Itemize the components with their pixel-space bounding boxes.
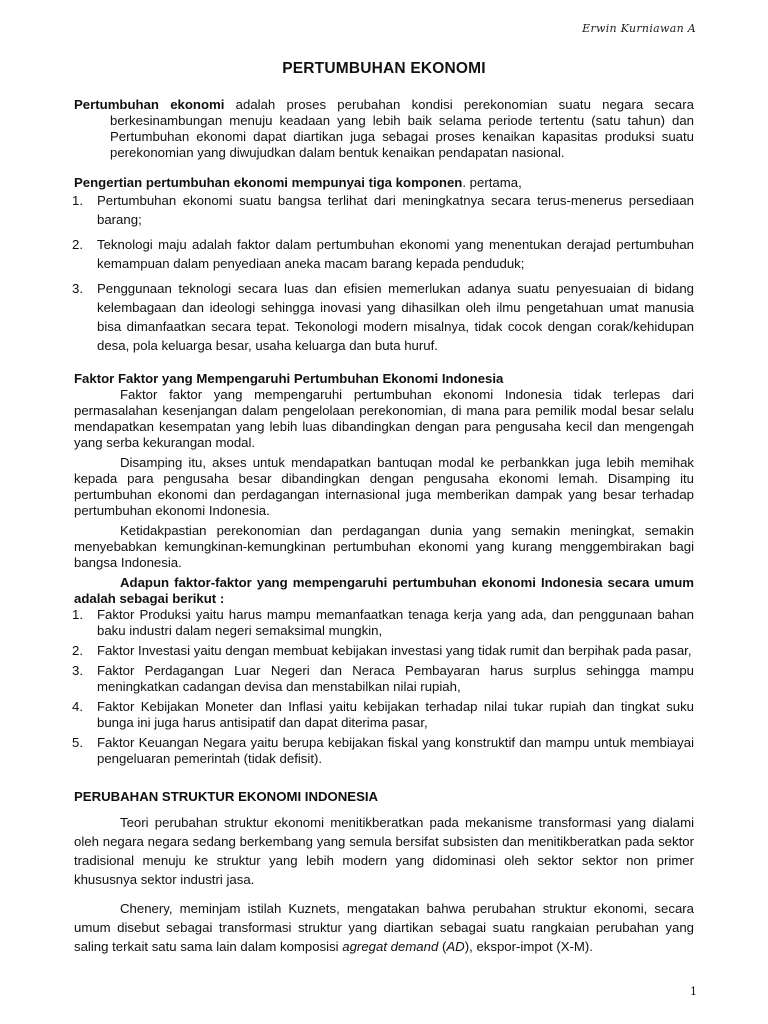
factors-paragraph-3: Ketidakpastian perekonomian dan perdagangan dunia yang semakin meningkat, semakin menyebabkan kemungkinan-kemungkinan pertumbuhan ekonomi yang kurang menggembirakan bagi bangsa Indonesia. <box>74 523 694 570</box>
structure-p2-em-1: agregat demand <box>342 939 439 954</box>
list-item-number: 2. <box>72 237 83 252</box>
structure-paragraph-1: Teori perubahan struktur ekonomi menitikberatkan pada mekanisme transformasi yang dialami oleh negara negara sedang berkembang yang semula bersifat subsisten dan menitikberatkan pada sektor tradisional menuju ke struktur yang lebih modern yang didominasi oleh sektor sektor non primer khususnya sektor industri jasa. <box>74 815 694 887</box>
list-item-number: 1. <box>72 193 83 208</box>
intro-term: Pertumbuhan ekonomi <box>74 97 225 112</box>
list-item-text: Faktor Produksi yaitu harus mampu memanfaatkan tenaga kerja yang ada, dan penggunaan bahan baku industri dalam negeri semaksimal mungkin, <box>97 607 694 638</box>
factors-paragraph-4: Adapun faktor-faktor yang mempengaruhi pertumbuhan ekonomi Indonesia secara umum adalah sebagai berikut : <box>74 575 694 606</box>
list-item <box>74 663 694 695</box>
list-item-number: 1. <box>72 607 83 622</box>
list-item-text: Penggunaan teknologi secara luas dan efisien memerlukan adanya suatu penyesuaian di bidang kelembagaan dan ideologi sehingga inovasi yang dihasilkan oleh ilmu pengetahuan umat manusia bisa dimanfaatkan secara tepat. Tekonologi modern misalnya, tidak cocok dengan corak/kehidupan desa, pola keluarga besar, usaha keluarga dan buta huruf. <box>97 281 694 353</box>
components-heading-tail: . pertama, <box>462 175 522 190</box>
list-item <box>74 643 694 659</box>
list-item-number: 3. <box>72 281 83 296</box>
components-heading-bold: Pengertian pertumbuhan ekonomi mempunyai tiga komponen <box>74 175 463 190</box>
factors-heading: Faktor Faktor yang Mempengaruhi Pertumbuhan Ekonomi Indonesia <box>74 371 504 386</box>
list-item-number: 4. <box>72 699 83 714</box>
document-body <box>74 97 694 956</box>
structure-p2-text-c: ), ekspor-impot (X-M). <box>464 939 593 954</box>
factors-list <box>74 607 694 767</box>
document-title: PERTUMBUHAN EKONOMI <box>282 60 486 77</box>
list-item-text: Faktor Keuangan Negara yaitu berupa kebijakan fiskal yang konstruktif dan mampu untuk membiayai pengeluaran pemerintah (tidak defisit). <box>97 735 694 766</box>
list-item-text: Faktor Investasi yaitu dengan membuat kebijakan investasi yang tidak rumit dan berpihak pada pasar, <box>97 643 692 658</box>
factors-paragraph-1: Faktor faktor yang mempengaruhi pertumbuhan ekonomi Indonesia tidak terlepas dari permasalahan kesenjangan dalam pengelolaan perekonomian, di mana para pemilik modal besar selalu mendapatkan kesempatan yang lebih luas dibandingkan dengan para pengusaha kecil dan mengengah yang serba kekurangan modal. <box>74 387 694 450</box>
list-item <box>74 699 694 731</box>
list-item <box>74 735 694 767</box>
list-item-number: 2. <box>72 643 83 658</box>
structure-paragraph-2 <box>74 899 694 956</box>
intro-text: adalah proses perubahan kondisi perekonomian suatu negara secara berkesinambungan menuju keadaan yang lebih baik selama periode tertentu (satu tahun) dan Pertumbuhan ekonomi dapat diartikan juga sebagai proses kenaikan kapasitas produksi suatu perekonomian yang diwujudkan dalam bentuk kenaikan pendapatan nasional. <box>110 97 694 160</box>
structure-p2-text-b: ( <box>438 939 447 954</box>
list-item <box>74 235 694 273</box>
list-item-text: Pertumbuhan ekonomi suatu bangsa terlihat dari meningkatnya secara terus-menerus persediaan barang; <box>97 193 694 227</box>
list-item <box>74 279 694 355</box>
page-number: 1 <box>690 985 697 998</box>
components-list <box>74 191 694 355</box>
list-item <box>74 607 694 639</box>
list-item-text: Teknologi maju adalah faktor dalam pertumbuhan ekonomi yang menentukan derajad pertumbuhan kemampuan dalam penyediaan aneka macam barang kepada penduduk; <box>97 237 694 271</box>
structure-p2-em-2: AD <box>446 939 465 954</box>
intro-paragraph <box>74 97 694 161</box>
list-item <box>74 191 694 229</box>
list-item-text: Faktor Perdagangan Luar Negeri dan Neraca Pembayaran harus surplus sehingga mampu meningkatkan cadangan devisa dan menstabilkan nilai rupiah, <box>97 663 694 694</box>
list-item-number: 3. <box>72 663 83 678</box>
author-header: Erwin Kurniawan A <box>582 22 696 35</box>
structure-heading: PERUBAHAN STRUKTUR EKONOMI INDONESIA <box>74 789 379 804</box>
components-heading <box>74 175 694 191</box>
structure-p2-text-a: Chenery, meminjam istilah Kuznets, mengatakan bahwa perubahan struktur ekonomi, secara umum disebut sebagai transformasi struktur yang diartikan sebagai suatu rangkaian perubahan yang saling terkait satu sama lain dalam komposisi <box>74 901 694 954</box>
list-item-number: 5. <box>72 735 83 750</box>
list-item-text: Faktor Kebijakan Moneter dan Inflasi yaitu kebijakan terhadap nilai tukar rupiah dan tingkat suku bunga ini juga harus antisipatif dan dapat diterima pasar, <box>97 699 694 730</box>
factors-paragraph-2: Disamping itu, akses untuk mendapatkan bantuqan modal ke perbankkan juga lebih memihak kepada para pengusaha besar dibandingkan dengan pengusaha ekonomi lemah. Disamping itu pertumbuhan ekonomi dan perdagangan internasional juga memberikan dampak yang besar terhadap pertumbuhan ekonomi Indonesia. <box>74 455 694 518</box>
